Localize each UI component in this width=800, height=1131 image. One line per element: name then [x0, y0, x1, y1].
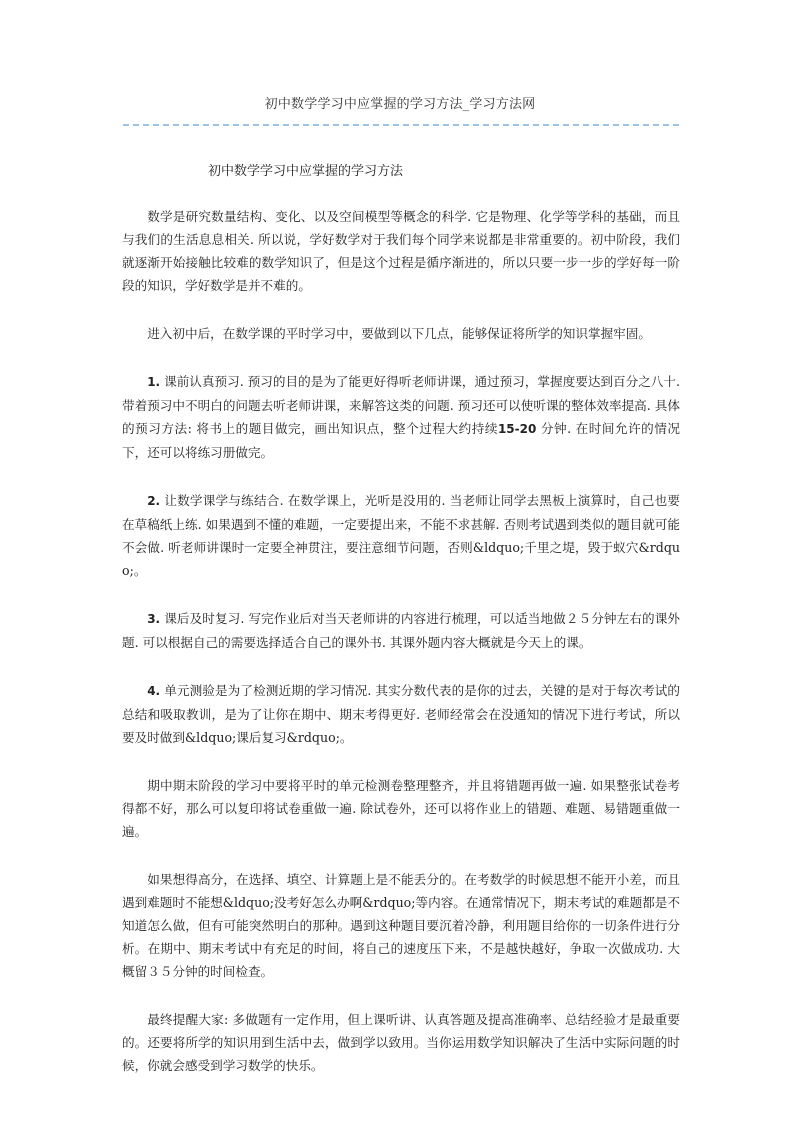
paragraph-text: 最终提醒大家: 多做题有一定作用，但上课听讲、认真答题及提高准确率、总结经验才是最重要的。还要将所学的知识用到生活中去，做到学以致用。当你运用数学知识解决了生活中实际问题的时候，你就会感受到学习数学的快乐。	[122, 1012, 680, 1073]
paragraph-high-score	[122, 868, 680, 983]
paragraph-text: 单元测验是为了检测近期的学习情况. 其实分数代表的是你的过去，关键的是对于每次考试的总结和吸取教训，是为了让你在期中、期末考得更好. 老师经常会在没通知的情况下进行考试，所以要及时做到&ldquo;课后复习&rdquo;。	[122, 683, 680, 745]
paragraph-text: 期中期末阶段的学习中要将平时的单元检测卷整理整齐，并且将错题再做一遍. 如果整张试卷考得都不好，那么可以复印将试卷重做一遍. 除试卷外，还可以将作业上的错题、难题、易错题重做一遍。	[122, 778, 680, 839]
list-number: 2.	[147, 494, 161, 508]
paragraph-text: 如果想得高分，在选择、填空、计算题上是不能丢分的。在考数学的时候思想不能开小差，而且遇到难题时不能想&ldquo;没考好怎么办啊&rdquo;等内容。在通常情况下，期末考试的难题都是不知道怎么做，但有可能突然明白的那种。遇到这种题目要沉着冷静，利用题目给你的一切条件进行分析。在期中、期末考试中有充足的时间，将自己的速度压下来，不是越快越好，争取一次做成功. 大概留３５分钟的时间检查。	[122, 872, 680, 979]
bold-duration: 15-20	[497, 422, 537, 436]
article-heading: 初中数学学习中应掌握的学习方法	[208, 164, 404, 179]
paragraph-tip-3	[122, 607, 680, 654]
document-title: 初中数学学习中应掌握的学习方法_学习方法网	[264, 97, 536, 112]
list-number: 4.	[147, 684, 161, 698]
paragraph-tip-1	[122, 370, 680, 464]
paragraph-intro	[122, 205, 680, 297]
paragraph-text: 让数学课学与练结合. 在数学课上，光听是没用的. 当老师让同学去黑板上演算时，自己也要在草稿纸上练. 如果遇到不懂的难题，一定要提出来，不能不求甚解. 否则考试遇到类似的题目就可能不会做. 听老师讲课时一定要全神贯注，要注意细节问题，否则&ldquo;千里之堤，毁于蚁穴&rdquo;。	[122, 493, 680, 578]
paragraph-text: 课后及时复习. 写完作业后对当天老师讲的内容进行梳理，可以适当地做２５分钟左右的课外题. 可以根据自己的需要选择适合自己的课外书. 其课外题内容大概就是今天上的课。	[122, 611, 680, 650]
paragraph-tip-2	[122, 489, 680, 582]
paragraph-text: 课前认真预习. 预习的目的是为了能更好得听老师讲课，通过预习，掌握度要达到百分之八十. 带着预习中不明白的问题去听老师讲课，来解答这类的问题. 预习还可以使听课的整体效率提高. 具体的预习方法: 将书上的题目做完，画出知识点，整个过程大约持续	[122, 374, 680, 436]
list-number: 1.	[147, 375, 161, 389]
article-body	[122, 205, 680, 1102]
paragraph-text-tail: 分钟. 在时间允许的情况下，还可以将练习册做完。	[122, 421, 681, 460]
paragraph-tip-4	[122, 679, 680, 749]
list-number: 3.	[147, 612, 161, 626]
title-dashed-divider	[123, 124, 679, 126]
paragraph-final-reminder	[122, 1008, 680, 1077]
paragraph-exam-review	[122, 774, 680, 843]
paragraph-text: 数学是研究数量结构、变化、以及空间模型等概念的科学. 它是物理、化学等学科的基础，而且与我们的生活息息相关. 所以说，学好数学对于我们每个同学来说都是非常重要的。初中阶段，我们就逐渐开始接触比较难的数学知识了，但是这个过程是循序渐进的，所以只要一步一步的学好每一阶段的知识，学好数学是并不难的。	[122, 209, 680, 293]
paragraph-overview	[122, 322, 680, 345]
paragraph-text: 进入初中后，在数学课的平时学习中，要做到以下几点，能够保证将所学的知识掌握牢固。	[147, 326, 651, 341]
